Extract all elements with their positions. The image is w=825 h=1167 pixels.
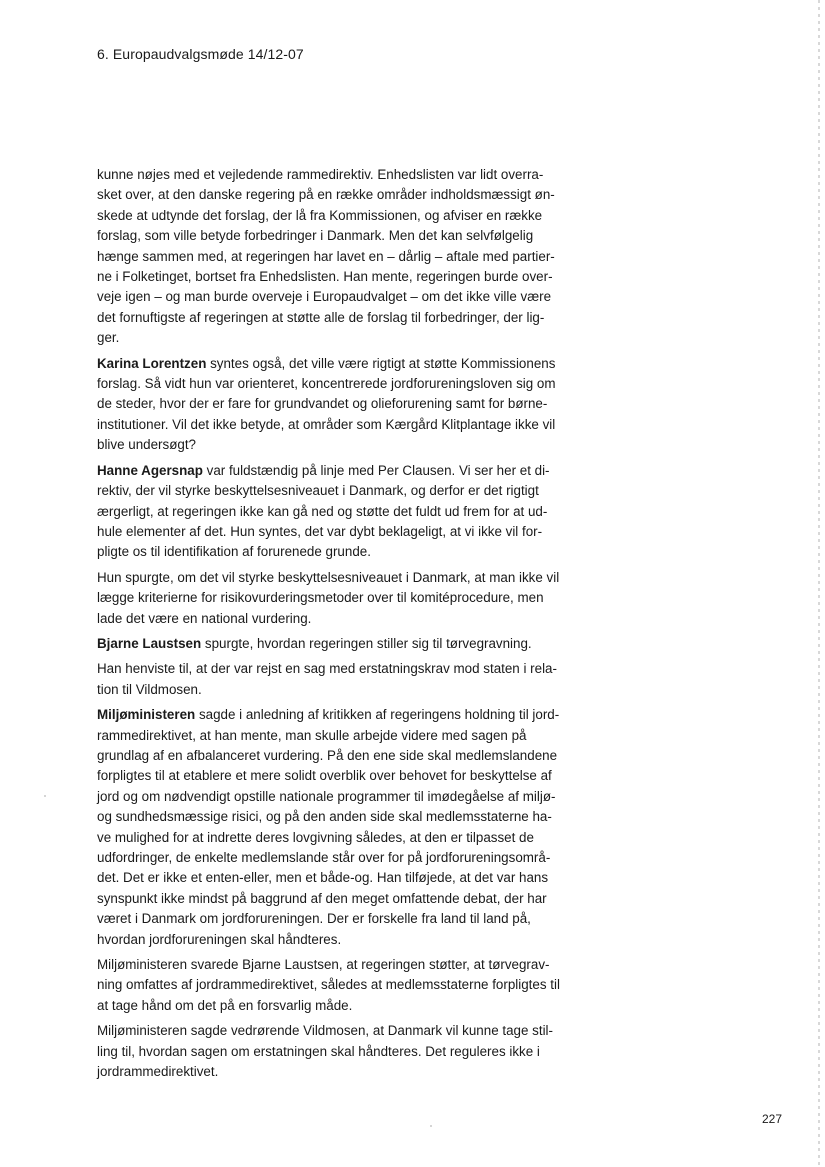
speaker-name: Miljøministeren [97,707,196,723]
paragraph [97,354,577,456]
speaker-name: Karina Lorentzen [97,355,207,371]
page-header: 6. Europaudvalgsmøde 14/12-07 [97,46,304,62]
paragraph-text: Miljøministeren sagde vedrørende Vildmosen, at Danmark vil kunne tage stil- ling til, hvordan sagen om erstatningen skal håndteres. Det reguleres ikke i jordrammedirektivet. [97,1023,553,1080]
paragraph-text: var fuldstændig på linje med Per Clausen. Vi ser her et di- rektiv, der vil styrke beskyttelsesniveauet i Danmark, og derfor er det rigtigt ærgerligt, at regeringen ikke kan gå ned og støtte det fuldt ud frem for at ud- hule elementer af det. Hun syntes, det var dybt beklageligt, at vi ikke vil for- pligte os til identifikation af forurenede grunde. [97,462,550,560]
paragraph [97,634,577,654]
scan-speck [430,1125,432,1127]
paragraph-text: Han henviste til, at der var rejst en sag med erstatningskrav mod staten i rela- tion til Vildmosen. [97,661,557,697]
page-number: 227 [762,1112,783,1126]
paragraph [97,165,577,349]
paragraph-text: Miljøministeren svarede Bjarne Laustsen, at regeringen støtter, at tørvegrav- ning omfattes af jordrammedirektivet, således at medlemsstaterne forpligtes til at tage hånd om det på en forsvarlig måde. [97,957,560,1013]
paragraph [97,1021,577,1082]
paragraph [97,705,577,950]
paragraph-text: kunne nøjes med et vejledende rammedirektiv. Enhedslisten var lidt overra- sket over, at den danske regering på en række områder indholdsmæssigt øn- skede at udtynde det forslag, der lå fra Kommissionen, og afviser en række forslag, som ville betyde forbedringer i Danmark. Men det kan selvfølgelig hænge sammen med, at regeringen har lavet en – dårlig – aftale med partier- ne i Folketinget, bortset fra Enhedslisten. Han mente, regeringen burde over- veje igen – og man burde overveje i Europaudvalget – om det ikke ville være det fornuftigste af regeringen at støtte alle de forslag til forbedringer, der lig- ger. [97,167,555,346]
document-body [97,165,577,1087]
speaker-name: Bjarne Laustsen [97,635,202,651]
paragraph [97,568,577,629]
paragraph-text: syntes også, det ville være rigtigt at støtte Kommissionens forslag. Så vidt hun var orienteret, koncentrerede jordforureningsloven sig om de steder, hvor der er fare for grundvandet og olieforurening samt for børne- institutioner. Vil det ikke betyde, at områder som Kærgård Klitplantage ikke vil blive undersøgt? [97,355,556,453]
paragraph-text: Hun spurgte, om det vil styrke beskyttelsesniveauet i Danmark, at man ikke vil lægge kriterierne for risikovurderingsmetoder over til komitéprocedure, men lade det være en national vurdering. [97,569,560,626]
paragraph [97,955,577,1016]
paragraph [97,461,577,563]
scan-speck [44,795,46,797]
paragraph-text: sagde i anledning af kritikken af regeringens holdning til jord- rammedirektivet, at han mente, man skulle arbejde videre med sagen på grundlag af en afbalanceret vurdering. På den ene side skal medlemslandene forpligtes til at etablere et mere solidt overblik over behovet for beskyttelse af jord og om nødvendigt opstille nationale programmer til imødegåelse af miljø- og sundhedsmæssige risici, og på den anden side skal medlemsstaterne ha- ve mulighed for at indrette deres lovgivning således, at den er tilpasset de udfordringer, de enkelte medlemslande står over for på jordforureningsområ- det. Det er ikke et enten-eller, men et både-og. Han tilføjede, at det var hans synspunkt ikke mindst på baggrund af den meget omfattende debat, der har været i Danmark om jordforureningen. Der er forskelle fra land til land på, hvordan jordforureningen skal håndteres. [97,707,560,947]
paragraph [97,659,577,700]
scan-edge-border [818,0,820,1167]
paragraph-text: spurgte, hvordan regeringen stiller sig til tørvegravning. [201,635,532,651]
speaker-name: Hanne Agersnap [97,462,203,478]
